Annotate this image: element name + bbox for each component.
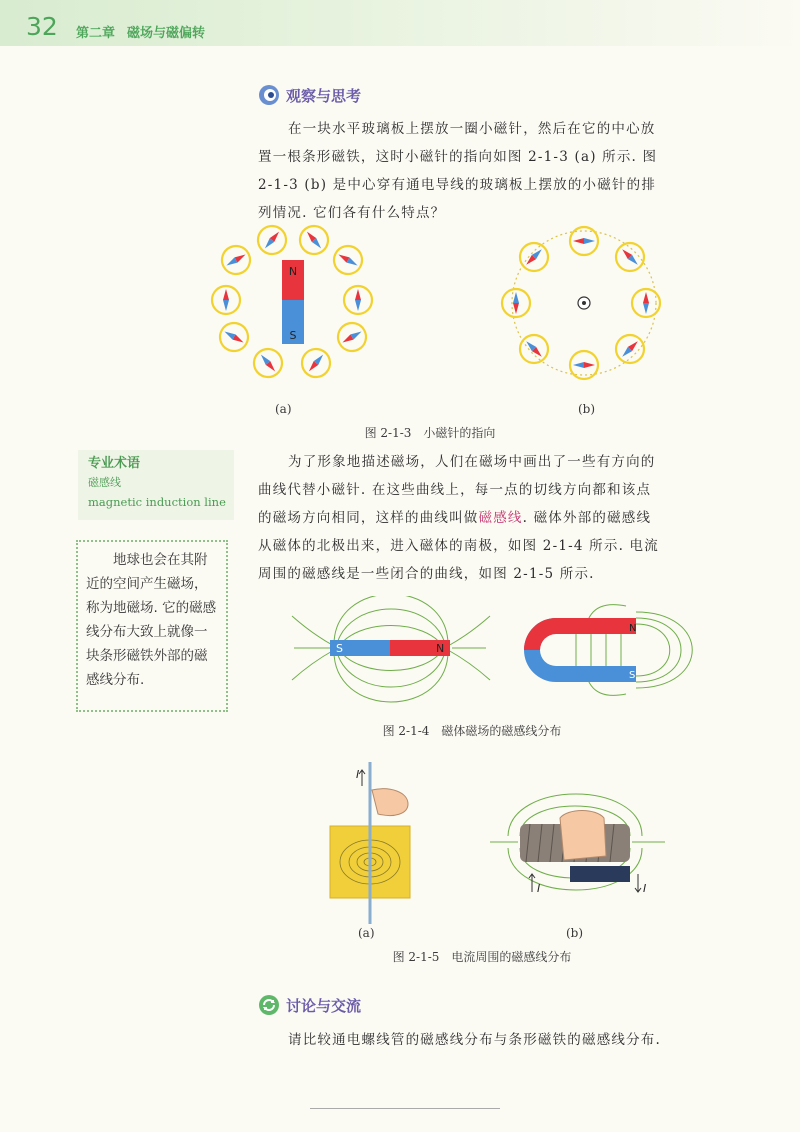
observe-line-4: 列情况. 它们各有什么特点？ — [258, 205, 446, 221]
bar-s-label: S — [336, 642, 343, 655]
body-line-3-pre: 的磁场方向相同，这样的曲线叫做 — [258, 510, 479, 526]
body-line-2: 曲线代替小磁针. 在这些曲线上，每一点的切线方向都和该点 — [258, 482, 652, 498]
horseshoe-s-label: S — [629, 670, 636, 681]
observe-line-3: 2-1-3 (b) 是中心穿有通电导线的玻璃板上摆放的小磁针的排 — [258, 177, 657, 193]
body-line-3-post: . 磁体外部的磁感线 — [522, 510, 652, 526]
term-heading: 专业术语 — [88, 456, 141, 471]
fig213-caption: 图 2-1-3 小磁针的指向 — [364, 426, 496, 440]
hand-grip-icon — [560, 811, 606, 861]
fig215-label-a: (a) — [358, 926, 375, 940]
discuss-title: 讨论与交流 — [286, 996, 362, 1015]
observe-line-1: 在一块水平玻璃板上摆放一圈小磁针，然后在它的中心放 — [288, 121, 656, 137]
observe-title: 观察与思考 — [286, 86, 362, 105]
chapter-number: 第二章 — [76, 26, 116, 41]
magnet-s-label: S — [289, 329, 297, 342]
term-english: magnetic induction line — [88, 495, 226, 509]
fig213-label-b: (b) — [578, 402, 596, 416]
horseshoe-n-label: N — [629, 623, 637, 634]
body-line-1: 为了形象地描述磁场，人们在磁场中画出了一些有方向的 — [288, 454, 656, 470]
side-note: 地球也会在其附近的空间产生磁场，称为地磁场. 它的磁感线分布大致上就像一块条形磁铁外部的磁感线分布. — [76, 540, 228, 712]
figure-2-1-5 — [320, 756, 680, 926]
eye-icon — [258, 84, 280, 106]
magnet-n-label: N — [288, 265, 298, 278]
hand-icon — [372, 789, 408, 816]
body-line-5: 周围的磁感线是一些闭合的曲线，如图 2-1-5 所示. — [258, 566, 595, 582]
chapter-heading — [76, 22, 217, 41]
observe-line-2: 置一根条形磁铁，这时小磁针的指向如图 2-1-3 (a) 所示. 图 — [258, 149, 658, 165]
chapter-title: 磁场与磁偏转 — [127, 26, 206, 41]
body-line-3 — [258, 504, 728, 532]
discuss-text: 请比较通电螺线管的磁感线分布与条形磁铁的磁感线分布. — [288, 1032, 661, 1048]
bar-n-label: N — [436, 642, 445, 655]
current-label-a: I — [356, 768, 360, 781]
figure-2-1-4 — [286, 596, 706, 712]
fig213-label-a: (a) — [275, 402, 292, 416]
discuss-section-heading — [258, 994, 361, 1016]
term-chinese: 磁感线 — [88, 476, 121, 489]
body-line-4: 从磁体的北极出来，进入磁体的南极，如图 2-1-4 所示. 电流 — [258, 538, 659, 554]
bottom-divider — [310, 1108, 500, 1109]
fig215-label-b: (b) — [566, 926, 584, 940]
page-number: 32 — [26, 12, 58, 41]
term-highlight: 磁感线 — [478, 510, 523, 526]
fig214-caption: 图 2-1-4 磁体磁场的磁感线分布 — [382, 724, 562, 738]
sleeve-icon — [570, 866, 630, 882]
term-box — [78, 450, 234, 520]
recycle-arrows-icon — [258, 994, 280, 1016]
figure-2-1-3 — [196, 215, 686, 395]
fig215-caption: 图 2-1-5 电流周围的磁感线分布 — [392, 950, 572, 964]
horseshoe-north-arm — [524, 618, 636, 650]
current-label-b-left: I — [537, 882, 541, 895]
current-label-b-right: I — [643, 882, 647, 895]
observe-section-heading — [258, 84, 361, 106]
